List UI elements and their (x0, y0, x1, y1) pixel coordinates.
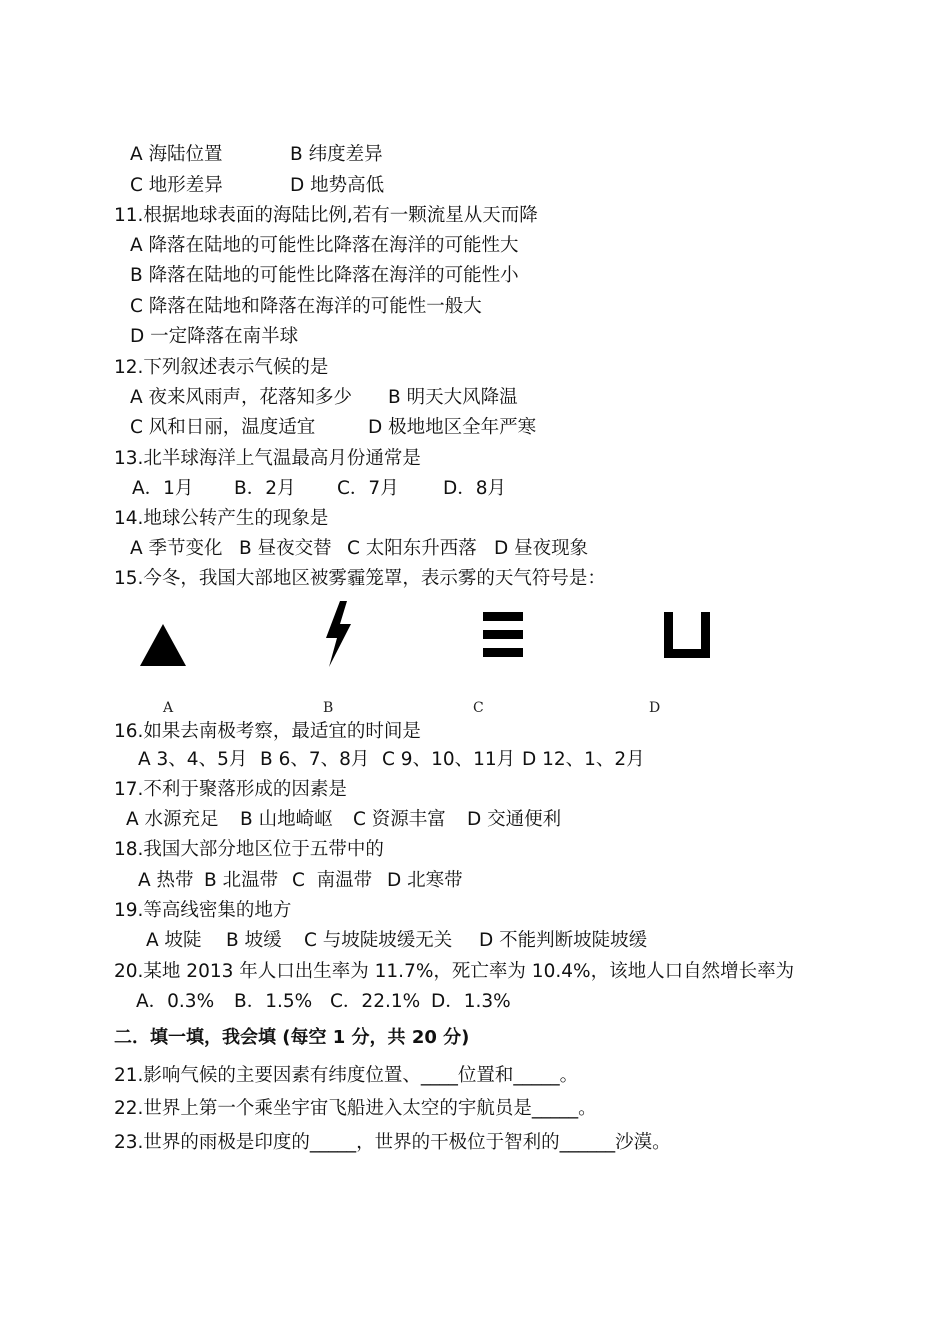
q18-option-d: D 北寒带 (387, 870, 463, 891)
q19-option-b: B 坡缓 (226, 930, 282, 951)
q17-option-d: D 交通便利 (467, 809, 562, 830)
q11-option-c: C 降落在陆地和降落在海洋的可能性一般大 (130, 296, 482, 317)
q13-option-d: D．8月 (443, 478, 507, 499)
q15-label-d: D (649, 700, 661, 716)
q20-option-a: A．0.3% (136, 991, 215, 1012)
q12-option-d: D 极地地区全年严寒 (368, 417, 537, 438)
q20-stem: 20.某地 2013 年人口出生率为 11.7%，死亡率为 10.4%，该地人口自然增长率为 (114, 961, 795, 982)
q11-option-b: B 降落在陆地的可能性比降落在海洋的可能性小 (130, 265, 519, 286)
q11-option-a: A 降落在陆地的可能性比降落在海洋的可能性大 (130, 235, 519, 256)
q22-line: 22.世界上第一个乘坐宇宙飞船进入太空的宇航员是_____。 (114, 1098, 597, 1119)
q18-option-a: A 热带 (138, 870, 194, 891)
q16-option-b: B 6、7、8月 (260, 749, 370, 770)
q16-stem: 16.如果去南极考察，最适宜的时间是 (114, 721, 421, 742)
q14-stem: 14.地球公转产生的现象是 (114, 508, 329, 529)
q20-option-c: C．22.1% (330, 991, 421, 1012)
q12-option-b: B 明天大风降温 (388, 387, 518, 408)
q21-line: 21.影响气候的主要因素有纬度位置、____位置和_____。 (114, 1065, 579, 1086)
cup-icon (662, 610, 712, 660)
q19-stem: 19.等高线密集的地方 (114, 900, 292, 921)
q18-stem: 18.我国大部分地区位于五带中的 (114, 839, 384, 860)
q13-option-a: A．1月 (132, 478, 194, 499)
q10-option-a: A 海陆位置 (130, 144, 223, 165)
q15-label-c: C (473, 700, 484, 716)
q15-label-b: B (323, 700, 334, 716)
q13-option-b: B．2月 (234, 478, 296, 499)
q20-option-d: D．1.3% (431, 991, 511, 1012)
q12-stem: 12.下列叙述表示气候的是 (114, 357, 329, 378)
q11-option-d: D 一定降落在南半球 (130, 326, 299, 347)
q17-option-b: B 山地崎岖 (240, 809, 333, 830)
q10-option-b: B 纬度差异 (290, 144, 383, 165)
q18-option-b: B 北温带 (204, 870, 279, 891)
q16-option-c: C 9、10、11月 (382, 749, 516, 770)
q16-option-a: A 3、4、5月 (138, 749, 248, 770)
section2-heading: 二．填一填，我会填 (每空 1 分，共 20 分) (114, 1027, 470, 1048)
q13-option-c: C．7月 (337, 478, 399, 499)
triangle-icon (138, 622, 188, 668)
q10-option-c: C 地形差异 (130, 175, 223, 196)
q11-stem: 11.根据地球表面的海陆比例,若有一颗流星从天而降 (114, 205, 538, 226)
q14-option-a: A 季节变化 (130, 538, 223, 559)
fog-lines-icon (480, 610, 526, 660)
lightning-icon (320, 600, 356, 668)
q12-option-c: C 风和日丽，温度适宜 (130, 417, 316, 438)
q19-option-a: A 坡陡 (146, 930, 202, 951)
q14-option-b: B 昼夜交替 (239, 538, 332, 559)
q23-line: 23.世界的雨极是印度的_____，世界的干极位于智利的______沙漠。 (114, 1132, 671, 1153)
q19-option-d: D 不能判断坡陡坡缓 (479, 930, 648, 951)
q17-option-c: C 资源丰富 (353, 809, 446, 830)
q17-stem: 17.不利于聚落形成的因素是 (114, 779, 347, 800)
q19-option-c: C 与坡陡坡缓无关 (304, 930, 453, 951)
q14-option-d: D 昼夜现象 (494, 538, 589, 559)
q13-stem: 13.北半球海洋上气温最高月份通常是 (114, 448, 421, 469)
q17-option-a: A 水源充足 (126, 809, 219, 830)
q18-option-c: C 南温带 (292, 870, 373, 891)
q15-stem: 15.今冬，我国大部地区被雾霾笼罩，表示雾的天气符号是： (114, 568, 606, 589)
q16-option-d: D 12、1、2月 (522, 749, 645, 770)
q12-option-a: A 夜来风雨声，花落知多少 (130, 387, 353, 408)
q10-option-d: D 地势高低 (290, 175, 385, 196)
q20-option-b: B．1.5% (234, 991, 313, 1012)
q15-label-a: A (163, 700, 174, 716)
q14-option-c: C 太阳东升西落 (347, 538, 477, 559)
